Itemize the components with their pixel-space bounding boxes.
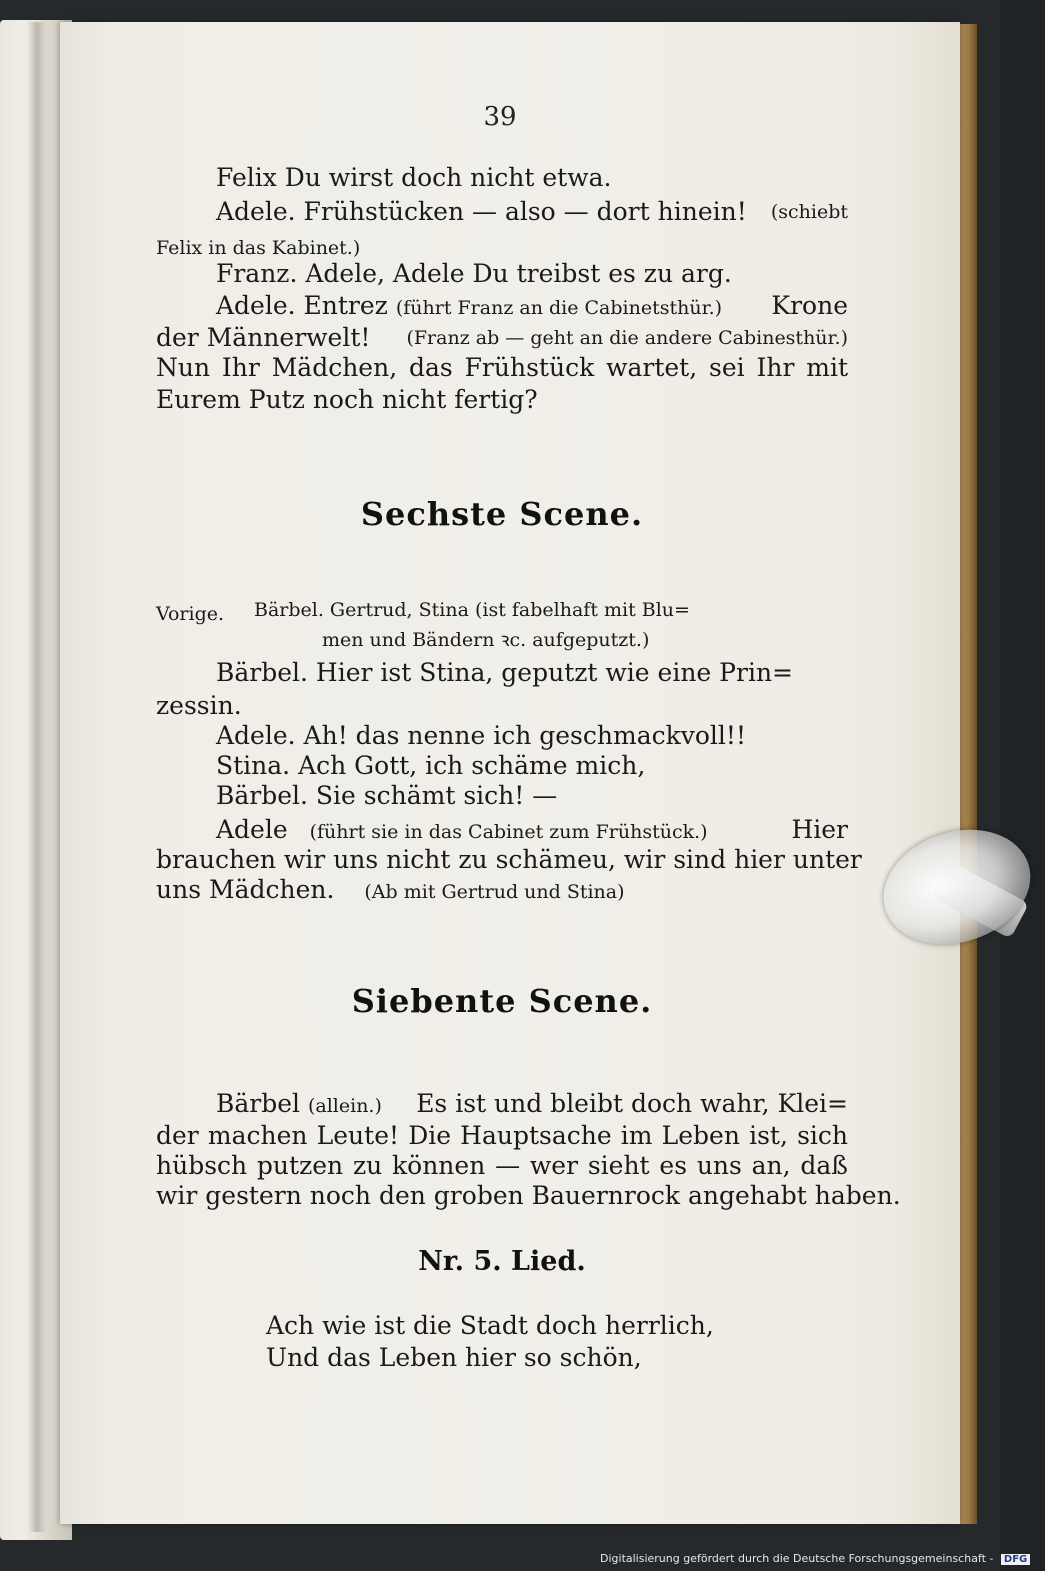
text-fragment: Adele. Entrez: [216, 291, 388, 320]
scene-heading: Sechste Scene.: [360, 495, 644, 533]
text-line: Eurem Putz noch nicht fertig?: [156, 385, 538, 414]
cast-label: Vorige.: [156, 603, 225, 625]
text-line: Stina. Ach Gott, ich schäme mich,: [216, 751, 646, 780]
text-line: [216, 1088, 848, 1122]
text-line: Franz. Adele, Adele Du treibst es zu arg.: [216, 259, 732, 288]
stage-direction: (Ab mit Gertrud und Stina): [364, 881, 625, 903]
text-line: [216, 196, 848, 228]
text-line: [216, 814, 848, 848]
page-number: 39: [483, 102, 517, 132]
text-fragment: Es ist und bleibt doch wahr, Klei=: [416, 1089, 848, 1118]
text-line: zessin.: [156, 691, 242, 720]
text-line: Bärbel. Hier ist Stina, geputzt wie eine Prin=: [216, 658, 793, 687]
footer-text: Digitalisierung gefördert durch die Deutsche Forschungsgemeinschaft -: [600, 1552, 994, 1565]
text-line: [156, 322, 848, 354]
text-line: Nun Ihr Mädchen, das Frühstück wartet, sei Ihr mit: [156, 353, 848, 382]
stage-direction: (schiebt: [770, 201, 848, 223]
text-fragment: Hier: [791, 815, 848, 844]
text-line: Adele. Ah! das nenne ich geschmackvoll!!: [216, 721, 747, 750]
text-line: [216, 290, 848, 324]
song-line: Und das Leben hier so schön,: [266, 1343, 642, 1372]
stage-direction: (Franz ab — geht an die andere Cabinesthür.): [406, 327, 848, 349]
dfg-logo: DFG: [1001, 1554, 1030, 1565]
cast-list: men und Bändern ꝛc. aufgeputzt.): [322, 629, 650, 651]
text-line: wir gestern noch den groben Bauernrock angehabt haben.: [156, 1181, 901, 1210]
stage-direction: Felix in das Kabinet.): [156, 237, 361, 259]
text-fragment: der Männerwelt!: [156, 323, 371, 352]
speaker: Adele: [216, 815, 288, 844]
text-fragment: Krone: [771, 291, 848, 320]
stage-direction: (führt sie in das Cabinet zum Frühstück.): [309, 821, 708, 843]
digitization-credit: [600, 1552, 1028, 1568]
text-line: [156, 874, 848, 908]
text-line: der machen Leute! Die Hauptsache im Leben ist, sich: [156, 1121, 848, 1150]
book-gutter: [28, 22, 46, 1532]
song-title: Nr. 5. Lied.: [418, 1246, 586, 1277]
stage-direction: (allein.): [307, 1095, 382, 1117]
text-line: hübsch putzen zu können — wer sieht es uns an, daß: [156, 1151, 848, 1180]
speaker: Bärbel: [216, 1089, 301, 1118]
cast-list: Bärbel. Gertrud, Stina (ist fabelhaft mit Blu=: [254, 599, 690, 621]
text-line: brauchen wir uns nicht zu schämeu, wir sind hier unter: [156, 845, 862, 874]
text-fragment: Adele. Frühstücken — also — dort hinein!: [216, 197, 747, 226]
stage-direction: (führt Franz an die Cabinetsthür.): [395, 297, 723, 319]
text-fragment: uns Mädchen.: [156, 875, 335, 904]
song-line: Ach wie ist die Stadt doch herrlich,: [266, 1311, 714, 1340]
text-line: Felix Du wirst doch nicht etwa.: [216, 163, 612, 192]
scene-heading: Siebente Scene.: [351, 982, 653, 1020]
text-line: Bärbel. Sie schämt sich! —: [216, 781, 558, 810]
